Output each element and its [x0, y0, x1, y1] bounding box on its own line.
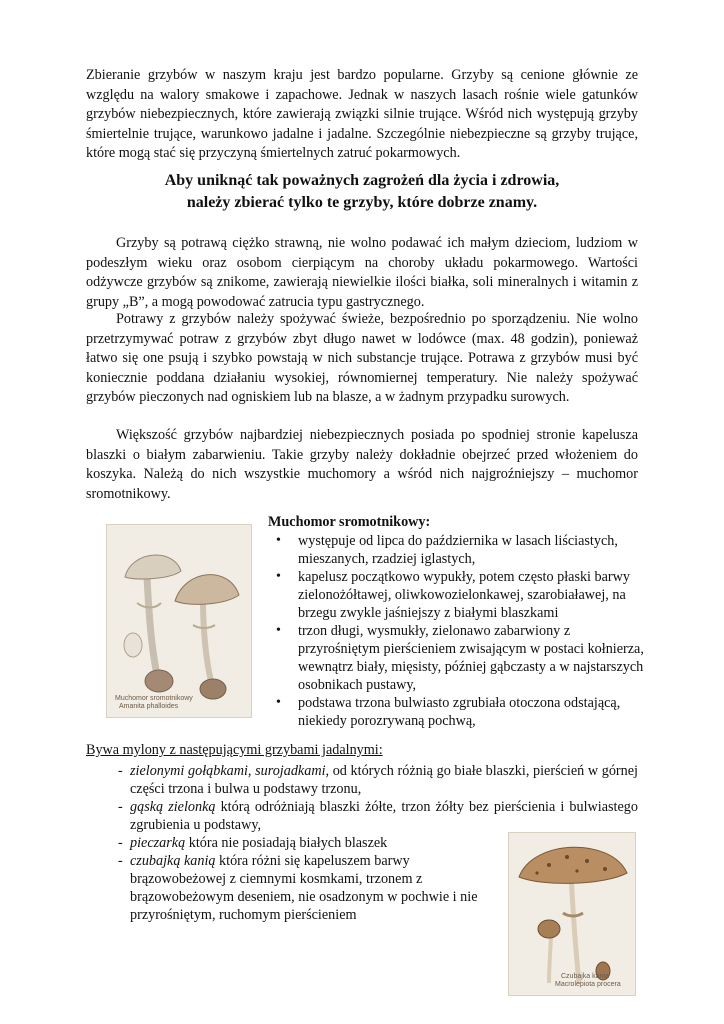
- list-item: [118, 798, 638, 834]
- lookalike-name: zielonymi gołąbkami, surojadkami: [130, 763, 326, 779]
- lookalike-name: czubajką kanią: [130, 853, 216, 869]
- parasol-caption-1: Czubajka kania: [561, 973, 609, 980]
- parasol-mushroom-drawing: [509, 833, 635, 995]
- heading-line-1: Aby uniknąć tak poważnych zagrożeń dla życia i zdrowia,: [164, 172, 560, 189]
- death-cap-illustration: [106, 524, 252, 718]
- paragraph-digestion: Grzyby są potrawą ciężko strawną, nie wolno podawać ich małym dzieciom, ludziom w podeszłym wieku oraz osobom cierpiącym na choroby układu pokarmowego. Wartości odżywcze grzybów są znikome, zawierają niewielkie ilości białka, soli mineralnych i witamin z grupy „B”, a mogą powodować zatrucia typu gastrycznego.: [86, 235, 638, 310]
- list-item: [118, 852, 490, 924]
- parasol-mushroom-illustration: [508, 832, 636, 996]
- list-item: • kapelusz początkowo wypukły, potem często płaski barwy zielonożółtawej, oliwkowozielonkawej, szarobiaławej, na brzegu zwykle jaśniejszy z białymi blaszkami: [268, 568, 648, 622]
- muchomor-features-list: [268, 532, 648, 730]
- confused-with-title: Bywa mylony z następującymi grzybami jadalnymi:: [86, 742, 383, 758]
- list-item: • występuje od lipca do października w lasach liściastych, mieszanych, rzadziej iglastych,: [268, 532, 648, 568]
- list-item: • podstawa trzona bulwiasto zgrubiała otoczona odstającą, niekiedy porozrywaną pochwą,: [268, 694, 648, 730]
- list-item: • trzon długi, wysmukły, zielonawo zabarwiony z przyrośniętym pierścieniem zwisającym w postaci kołnierza, wewnątrz biały, mięsisty, później gąbczasty a w najstarszych osobnikach pustawy,: [268, 622, 648, 694]
- paragraph-preparation: Potrawy z grzybów należy spożywać świeże, bezpośrednio po sporządzeniu. Nie wolno przetrzymywać potraw z grzybów zbyt długo nawet w lodówce (max. 48 godzin), ponieważ łatwo się one psują i szybko powstają w nich substancje trujące. Potrawa z grzybów musi być koniecznie poddana działaniu wysokiej, równomiernej temperatury. Nie należy spożywać grzybów pieczonych nad ogniskiem lub na blasze, a w żadnym przypadku surowych.: [86, 311, 638, 405]
- paragraph-white-gills: Większość grzybów najbardziej niebezpiecznych posiada po spodniej stronie kapelusza blaszki o białym zabarwieniu. Takie grzyby należy dokładnie obejrzeć przed włożeniem do koszyka. Należą do nich wszystkie muchomory a wśród nich najgroźniejszy – muchomor sromotnikowy.: [86, 427, 638, 502]
- lookalike-description: która różni się kapeluszem barwy brązowobeżowej z ciemnymi kosmkami, trzonem z brązowobeżowym deseniem, nie osadzonym w pochwie i nie przyrośniętym, ruchomym pierścieniem: [130, 853, 478, 923]
- lookalike-name: gąską zielonką: [130, 799, 216, 815]
- lookalike-description: którą odróżniają blaszki żółte, trzon żółty bez pierścienia i bulwiastego zgrubienia u podstawy,: [130, 799, 638, 833]
- lookalike-description: która nie posiadają białych blaszek: [185, 835, 388, 851]
- heading-line-2: należy zbierać tylko te grzyby, które dobrze znamy.: [186, 194, 538, 211]
- list-item: [118, 762, 638, 798]
- death-cap-caption-1: Muchomor sromotnikowy: [115, 695, 193, 702]
- lookalike-name: pieczarką: [130, 835, 186, 851]
- death-cap-drawing: [107, 525, 251, 717]
- muchomor-title: Muchomor sromotnikowy:: [268, 514, 431, 530]
- lookalike-description: , od których różnią go białe blaszki, pierścień w górnej części trzona i bulwa u podstawy trzonu,: [130, 763, 638, 797]
- list-item: [118, 834, 490, 852]
- intro-paragraph: Zbieranie grzybów w naszym kraju jest bardzo popularne. Grzyby są cenione głównie ze względu na walory smakowe i zapachowe. Jednak w naszych lasach rośnie wiele gatunków grzybów niebezpiecznych, które zawierają związki silnie trujące. Wśród nich występują grzyby śmiertelnie trujące, warunkowo jadalne i jadalne. Szczególnie niebezpieczne są grzyby trujące, które mogą stać się przyczyną śmiertelnych zatruć pokarmowych.: [86, 67, 638, 161]
- death-cap-caption-2: Amanita phalloides: [119, 703, 179, 710]
- parasol-caption-2: Macrolepiota procera: [555, 981, 621, 988]
